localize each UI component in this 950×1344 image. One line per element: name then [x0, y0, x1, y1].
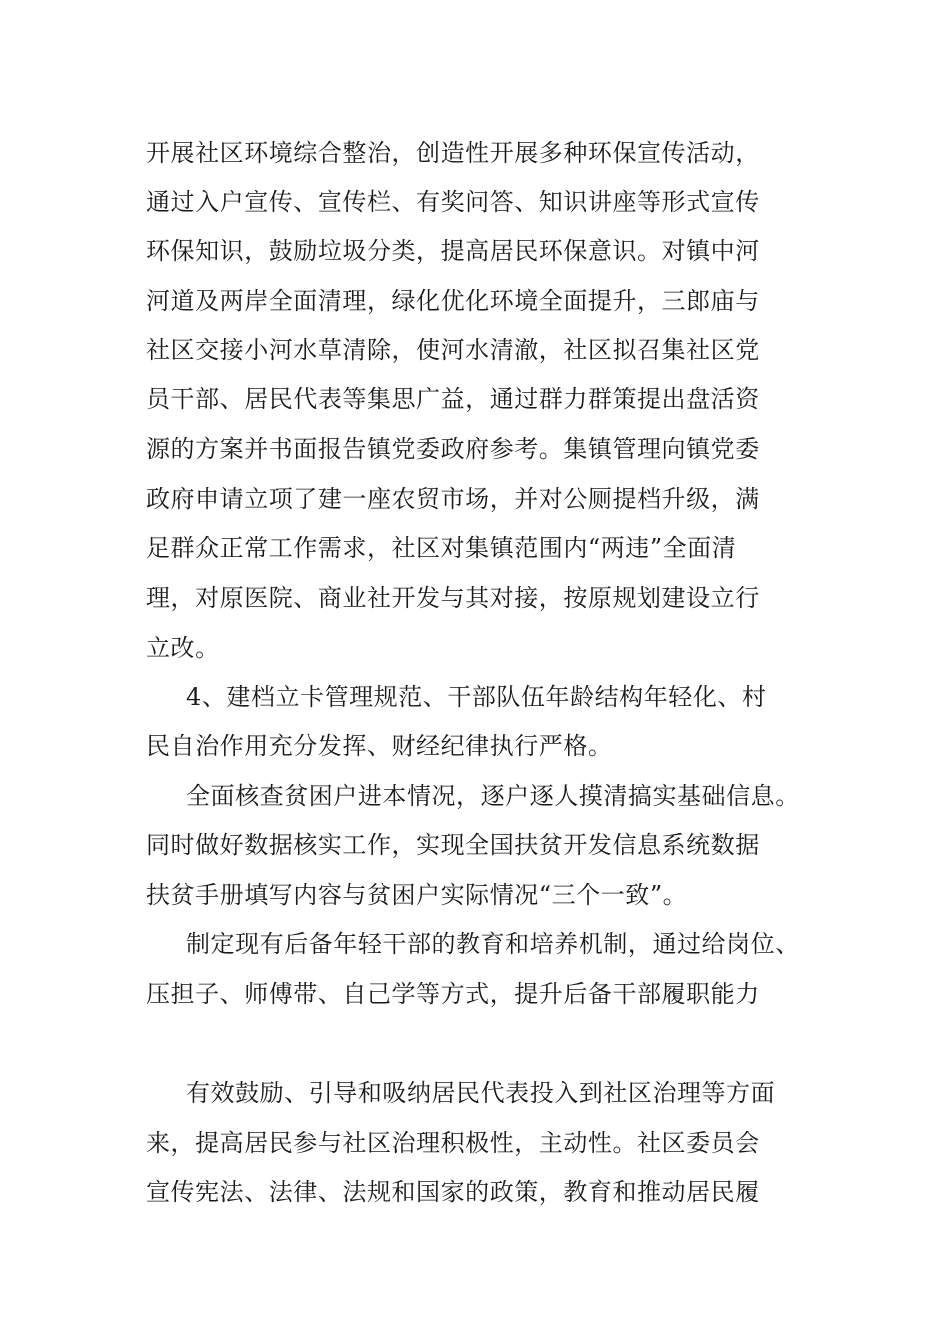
text-line: 立改。 — [146, 634, 220, 662]
text-line: 员干部、居民代表等集思广益，通过群力群策提出盘活资 — [146, 385, 760, 413]
text-line: 政府申请立项了建一座农贸市场，并对公厕提档升级，满 — [146, 485, 760, 513]
text-line: 扶贫手册填写内容与贫困户实际情况“三个一致”。 — [146, 881, 688, 909]
text-line: 来，提高居民参与社区治理积极性，主动性。社区委员会 — [146, 1129, 760, 1157]
text-line: 压担子、师傅带、自己学等方式，提升后备干部履职能力 — [146, 980, 760, 1008]
section-heading: 4、建档立卡管理规范、干部队伍年龄结构年轻化、村 — [186, 683, 767, 711]
text-line: 宣传宪法、法律、法规和国家的政策，教育和推动居民履 — [146, 1178, 760, 1206]
text-line: 理，对原医院、商业社开发与其对接，按原规划建设立行 — [146, 584, 760, 612]
text-line: 开展社区环境综合整治，创造性开展多种环保宣传活动， — [146, 139, 760, 167]
text-line: 河道及两岸全面清理，绿化优化环境全面提升，三郎庙与 — [146, 287, 760, 315]
text-line: 制定现有后备年轻干部的教育和培养机制，通过给岗位、 — [186, 930, 800, 958]
text-line: 通过入户宣传、宣传栏、有奖问答、知识讲座等形式宣传 — [146, 188, 760, 216]
text-line: 有效鼓励、引导和吸纳居民代表投入到社区治理等方面 — [186, 1079, 776, 1107]
section-heading-continued: 民自治作用充分发挥、财经纪律执行严格。 — [146, 732, 613, 760]
text-line: 社区交接小河水草清除，使河水清澈，社区拟召集社区党 — [146, 336, 760, 364]
text-line: 源的方案并书面报告镇党委政府参考。集镇管理向镇党委 — [146, 435, 760, 463]
text-line: 足群众正常工作需求，社区对集镇范围内“两违”全面清 — [146, 534, 737, 562]
text-line: 全面核查贫困户进本情况，逐户逐人摸清搞实基础信息。 — [186, 782, 800, 810]
text-line: 环保知识，鼓励垃圾分类，提高居民环保意识。对镇中河 — [146, 237, 760, 265]
text-line: 同时做好数据核实工作，实现全国扶贫开发信息系统数据 — [146, 831, 760, 859]
